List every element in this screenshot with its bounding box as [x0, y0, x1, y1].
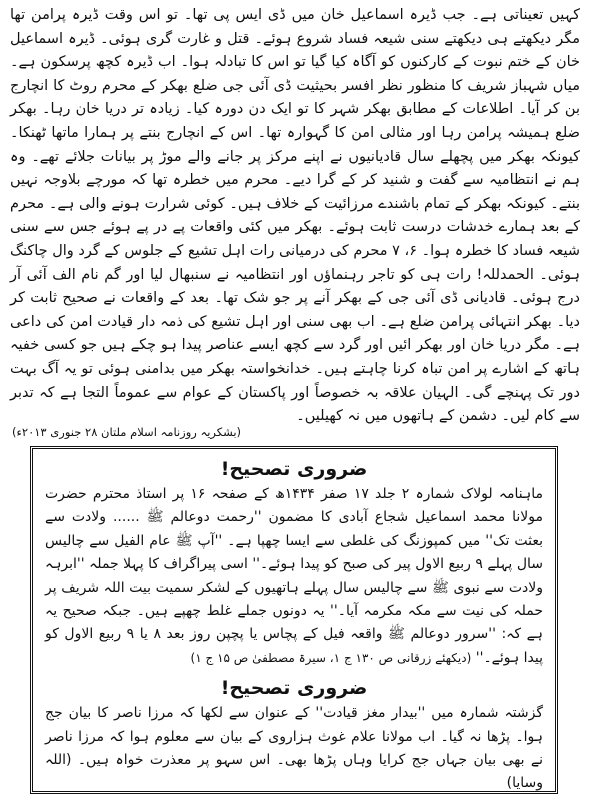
correction-text-2 — [45, 702, 543, 796]
correction-heading-2: ضروری تصحیح! — [220, 677, 368, 700]
correction-reference-1: (دیکھئے زرقانی ص ۱۳۰ ج ۱، سیرۃ مصطفیٰ ص ۱۵ ج ۱) — [190, 650, 472, 665]
correction-text-1 — [45, 483, 543, 670]
article-source-credit: (بشکریہ روزنامہ اسلام ملتان ۲۸ جنوری ۲۰۱۳ء) — [12, 425, 242, 439]
correction-signoff: (اللہ وسایا) — [45, 752, 543, 792]
correction-heading-1: ضروری تصحیح! — [220, 458, 368, 480]
correction-body-1: ماہنامہ لولاک شمارہ ۲ جلد ۱۷ صفر ۱۴۳۴ھ کے صفحہ ۱۶ پر استاذ محترم حضرت مولانا محمد اسماعیل شجاع آبادی کا مضمون ''رحمت دوعالم ﷺ ...... ولادت سے بعثت تک'' میں کمپوزنگ کی غلطی سے ایسا چھپا ہے۔ ''آپ ﷺ عام الفیل سے چالیس سال پہلے ۹ ربیع الاول پیر کی صبح کو پیدا ہوئے۔'' اسی پیراگراف کا پہلا جملہ ''ابرہہ ولادت سے نبوی ﷺ سے چالیس سال پہلے ہاتھیوں کے لشکر سمیت بیت اللہ شریف پر حملہ کی نیت سے مکہ مکرمہ آیا۔'' یہ دونوں جملے غلط چھپے ہیں۔ جبکہ صحیح یہ ہے کہ: ''سرور دوعالم ﷺ واقعہ فیل کے پچاس یا پچپن روز بعد ۸ یا ۹ ربیع الاول کو پیدا ہوئے۔'' — [45, 486, 543, 666]
article-paragraph: کہیں تعیناتی ہے۔ جب ڈیرہ اسماعیل خان میں ڈی ایس پی تھا۔ تو اس وقت ڈیرہ پرامن تھا مگر دیکھتے ہی دیکھتے سنی شیعہ فساد شروع ہوئے۔ قتل و غارت گری ہوئی۔ ڈیرہ اسماعیل خان کے ختم نبوت کے کارکنوں کو آگاہ کیا گیا تو اس کا تبادلہ ہوا۔ اب ڈیرہ کچھ پرسکون ہے۔ میاں شہباز شریف کا منظور نظر افسر بحیثیت ڈی آئی جی ضلع بھکر کے محرم روٹ کا انچارج بن کر آیا۔ اطلاعات کے مطابق بھکر شہر کا تو ایک دن دورہ کیا۔ زیادہ تر دریا خان رہا۔ بھکر ضلع ہمیشہ پرامن رہا اور مثالی امن کا گہوارہ تھا۔ اس کے انچارج بنتے پر ہمارا ماتھا ٹھنکا۔ کیونکہ بھکر میں پچھلے سال قادیانیوں نے اپنے مرکز پر جانے والے موڑ پر بیانات جلائے تھے۔ وہ ہم نے انتظامیہ سے گفت و شنید کر کے گرا دیے۔ محرم میں خطرہ تھا کہ مورچے بلاوجہ نہیں بنتے۔ کیونکہ بھکر کے تمام باشندے مرزائیت کے خلاف ہیں۔ کوئی شرارت ہونے والی ہے۔ محرم کے بعد ہمارے خدشات درست ثابت ہوئے۔ بھکر میں کئی واقعات پے در پے ہوئے جس سے سنی شیعہ فساد کا خطرہ ہوا۔ ۶، ۷ محرم کی درمیانی رات اہل تشیع کے جلوس کے گرد وال چاکنگ ہوئی۔ الحمدللہ! رات ہی کو تاجر رہنماؤں اور انتظامیہ نے سنبھال لیا اور گم نام الف آئی آر درج ہوئی۔ قادیانی ڈی آئی جی کے بھکر آنے پر جو شک تھا۔ بعد کے واقعات نے صحیح ثابت کر دیا۔ بھکر انتہائی پرامن ضلع ہے۔ اب بھی سنی اور اہل تشیع کی ذمہ دار قیادت امن کی داعی ہے۔ مگر دریا خان اور بھکر ائیں اور گرد سے کچھ ایسے عناصر پیدا ہو چکے ہیں جو کسی خفیہ ہاتھ کے اشارے پر امن تباہ کرنا چاہتے ہیں۔ خدانخواستہ بھکر میں بدامنی ہوئی تو یہ آگ بہت دور تک پہنچے گی۔ الہیان علاقہ بہ خصوصاً اور پاکستان کے عوام سے عموماً التجا ہے کہ تدبر سے کام لیں۔ دشمن کے ہاتھوں میں نہ کھیلیں۔ — [9, 7, 580, 425]
correction-body-2: گزشتہ شمارہ میں ''بیدار مغز قیادت'' کے عنوان سے لکھا کہ مرزا ناصر کا بیان جج ہوا۔ پڑھا نہ گیا۔ اب مولانا علام غوث ہزاروی کے بیان سے معلوم ہوا کہ مرزا ناصر نے بھی بیان جہاں جج کرایا وہاں پڑھا بھی۔ اس سہو پر معذرت خواہ ہیں۔ — [45, 705, 543, 769]
corrections-box — [30, 446, 558, 794]
article-body — [10, 4, 580, 429]
